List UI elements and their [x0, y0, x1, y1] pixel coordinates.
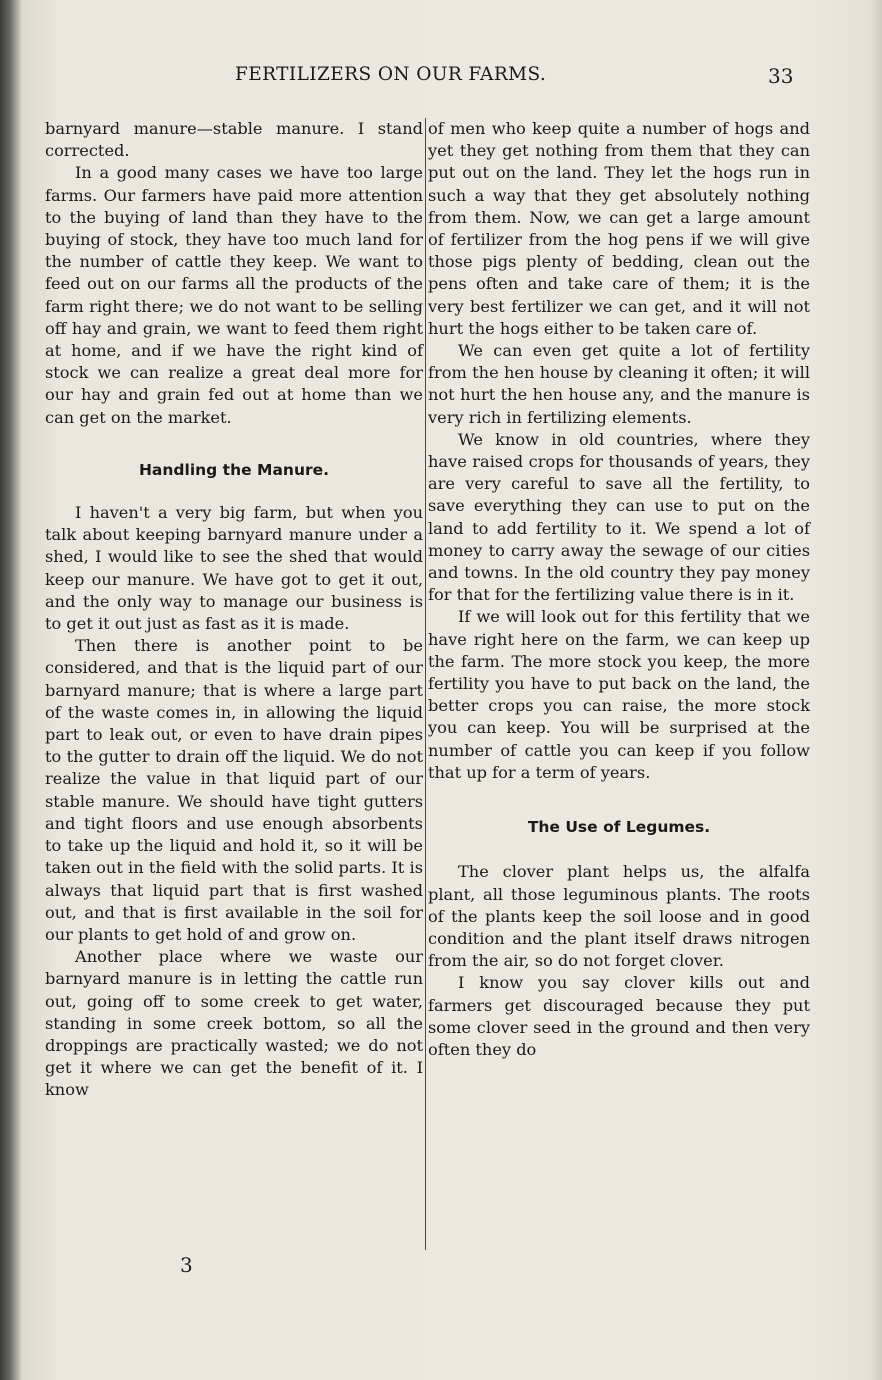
page-number: 33	[768, 64, 794, 88]
right-column	[428, 118, 810, 1061]
running-title: FERTILIZERS ON OUR FARMS.	[235, 64, 547, 85]
paragraph: I haven't a very big farm, but when you talk about keeping barnyard manure under a shed, I would like to see the shed that would keep our manure. We have got to get it out, and the only way to manage our business is to get it out just as fast as it is made.	[45, 503, 423, 634]
paragraph: If we will look out for this fertility that we have right here on the farm, we can keep up the farm. The more stock you keep, the more fertility you have to put back on the land, the better crops you can raise, the more stock you can keep. You will be surprised at the number of cattle you can keep if you follow that up for a term of years.	[428, 607, 810, 782]
paragraph: barnyard manure—stable manure. I stand corrected.	[45, 119, 423, 161]
paragraph: The clover plant helps us, the alfalfa plant, all those leguminous plants. The roots of the plants keep the soil loose and in good condition and the plant itself draws nitrogen from the air, so do not forget clover.	[428, 862, 810, 971]
paragraph: In a good many cases we have too large farms. Our farmers have paid more attention to the buying of land than they have to the buying of stock, they have too much land for the number of cattle they keep. We want to feed out on our farms all the products of the farm right there; we do not want to be selling off hay and grain, we want to feed them right at home, and if we have the right kind of stock we can realize a great deal more for our hay and grain fed out at home than we can get on the market.	[45, 163, 423, 427]
paragraph: Then there is another point to be considered, and that is the liquid part of our barnyard manure; that is where a large part of the waste comes in, in allowing the liquid part to leak out, or even to have drain pipes to the gutter to drain off the liquid. We do not realize the value in that liquid part of our stable manure. We should have tight gutters and tight floors and use enough absorbents to take up the liquid and hold it, so it will be taken out in the field with the solid parts. It is always that liquid part that is first washed out, and that is first available in the soil for our plants to get hold of and grow on.	[45, 636, 423, 944]
column-divider	[425, 118, 426, 1250]
paragraph: We know in old countries, where they have raised crops for thousands of years, they are very careful to save all the fertility, to save everything they can use to put on the land to add fertility to it. We spend a lot of money to carry away the sewage of our cities and towns. In the old country they pay money for that for the fertilizing value there is in it.	[428, 429, 810, 605]
paragraph: I know you say clover kills out and farmers get discouraged because they put some clover seed in the ground and then very often they do	[428, 973, 810, 1059]
left-column	[45, 118, 423, 1102]
section-heading: Handling the Manure.	[138, 460, 330, 479]
section-heading: The Use of Legumes.	[527, 818, 711, 837]
signature-mark: 3	[180, 1253, 193, 1277]
paragraph: Another place where we waste our barnyard manure is in letting the cattle run out, going off to some creek to get water, standing in some creek bottom, so all the droppings are practically wasted; we do not get it where we can get the benefit of it. I know	[45, 947, 423, 1100]
paragraph: of men who keep quite a number of hogs and yet they get nothing from them that they can put out on the land. They let the hogs run in such a way that they get absolutely nothing from them. Now, we can get a large amount of fertilizer from the hog pens if we will give those pigs plenty of bedding, clean out the pens often and take care of them; it is the very best fertilizer we can get, and it will not hurt the hogs either to be taken care of.	[428, 119, 810, 338]
paragraph: We can even get quite a lot of fertility from the hen house by cleaning it often; it will not hurt the hen house any, and the manure is very rich in fertilizing elements.	[428, 341, 810, 427]
